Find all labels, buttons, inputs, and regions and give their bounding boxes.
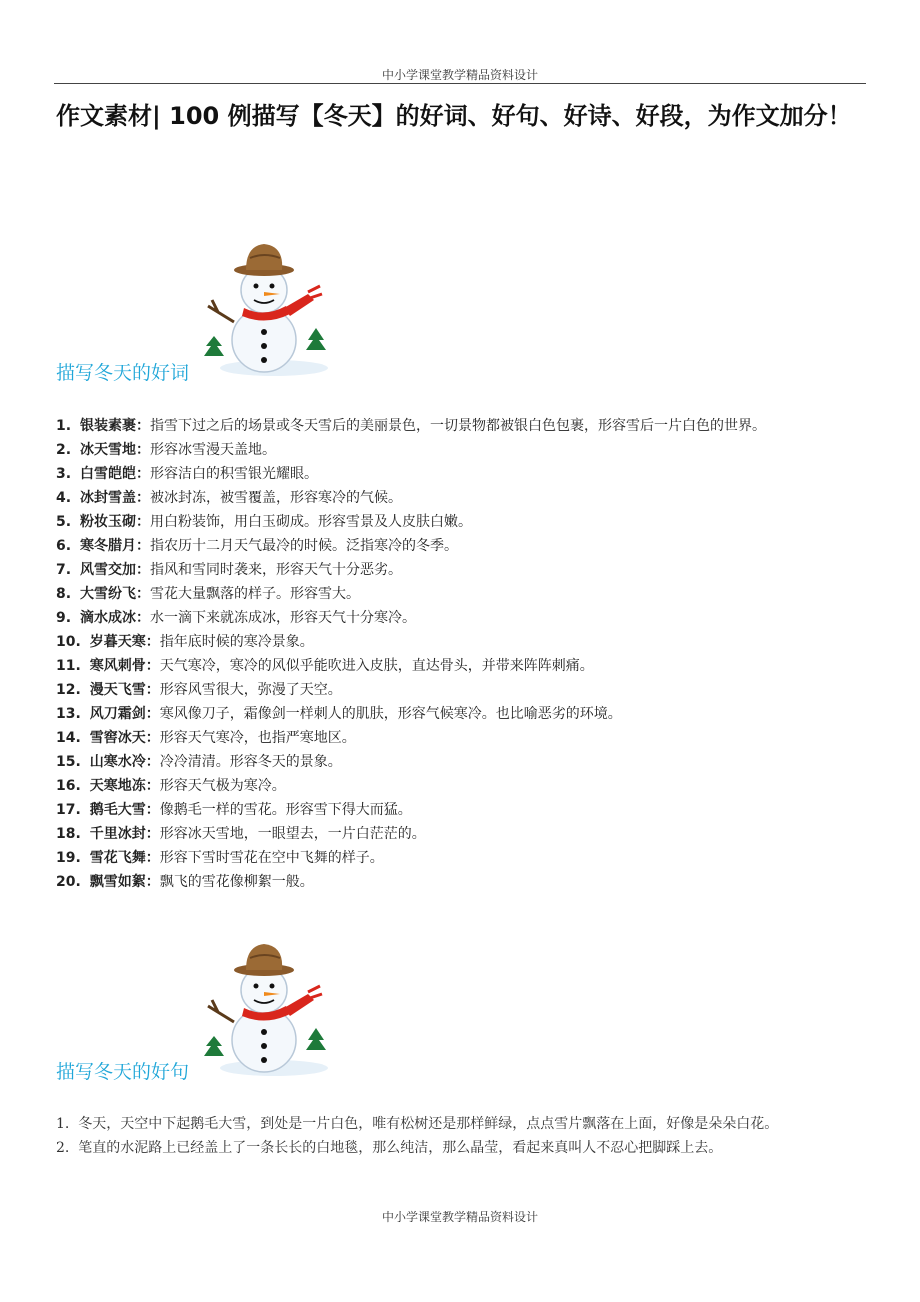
- item-number: 7.: [56, 562, 72, 578]
- item-colon: ：: [135, 442, 150, 458]
- item-number: 9.: [56, 610, 72, 626]
- item-term: 冰天雪地: [79, 442, 136, 458]
- item-description: 形容下雪时雪花在空中飞舞的样子。: [159, 850, 384, 866]
- item-colon: ：: [145, 874, 160, 890]
- item-number: 16.: [56, 778, 81, 794]
- item-number: 20.: [56, 874, 81, 890]
- item-description: 形容天气寒冷，也指严寒地区。: [159, 730, 356, 746]
- list-item: [56, 558, 868, 582]
- item-colon: ：: [145, 634, 160, 650]
- list-item: [56, 750, 868, 774]
- item-colon: ：: [145, 706, 160, 722]
- snowman-icon: [204, 936, 328, 1076]
- item-description: 天气寒冷，寒冷的风似乎能吹进入皮肤，直达骨头，并带来阵阵刺痛。: [159, 658, 594, 674]
- item-number: 19.: [56, 850, 81, 866]
- item-description: 用白粉装饰，用白玉砌成。形容雪景及人皮肤白嫩。: [149, 514, 472, 530]
- item-number: 17.: [56, 802, 81, 818]
- item-number: 14.: [56, 730, 81, 746]
- item-description: 飘飞的雪花像柳絮一般。: [159, 874, 314, 890]
- item-colon: ：: [145, 826, 160, 842]
- item-colon: ：: [135, 514, 150, 530]
- item-colon: ：: [135, 538, 150, 554]
- list-item: [56, 486, 868, 510]
- item-description: 指雪下过之后的场景或冬天雪后的美丽景色，一切景物都被银白色包裹，形容雪后一片白色的世界。: [149, 418, 766, 434]
- item-colon: ：: [135, 586, 150, 602]
- list-item: [56, 678, 868, 702]
- item-number: 12.: [56, 682, 81, 698]
- item-number: 5.: [56, 514, 72, 530]
- item-term: 寒冬腊月: [79, 538, 136, 554]
- item-number: 10.: [56, 634, 81, 650]
- snowman-icon: [204, 236, 328, 376]
- item-number: 18.: [56, 826, 81, 842]
- item-term: 漫天飞雪: [89, 682, 146, 698]
- item-number: 1.: [56, 1116, 70, 1132]
- header-divider: [54, 83, 866, 84]
- item-term: 天寒地冻: [89, 778, 146, 794]
- item-term: 滴水成冰: [79, 610, 136, 626]
- item-number: 4.: [56, 490, 72, 506]
- item-term: 鹅毛大雪: [89, 802, 146, 818]
- item-colon: ：: [135, 610, 150, 626]
- item-description: 指农历十二月天气最冷的时候。泛指寒冷的冬季。: [149, 538, 458, 554]
- list-item: [56, 414, 868, 438]
- item-term: 寒风刺骨: [89, 658, 146, 674]
- item-description: 指风和雪同时袭来，形容天气十分恶劣。: [149, 562, 402, 578]
- list-item: [56, 654, 868, 678]
- item-colon: ：: [135, 466, 150, 482]
- item-description: 像鹅毛一样的雪花。形容雪下得大而猛。: [159, 802, 412, 818]
- item-term: 雪窖冰天: [89, 730, 146, 746]
- item-description: 水一滴下来就冻成冰，形容天气十分寒冷。: [149, 610, 416, 626]
- section-heading-sentences: 描写冬天的好句: [56, 1061, 190, 1083]
- item-description: 雪花大量飘落的样子。形容雪大。: [149, 586, 360, 602]
- list-item: [56, 462, 868, 486]
- list-item: [56, 510, 868, 534]
- list-item: [56, 822, 868, 846]
- list-item: [56, 534, 868, 558]
- item-description: 被冰封冻，被雪覆盖，形容寒冷的气候。: [149, 490, 402, 506]
- good-sentences-list: [56, 1112, 868, 1160]
- item-description: 形容风雪很大，弥漫了天空。: [159, 682, 342, 698]
- page-footer: 中小学课堂教学精品资料设计: [381, 1210, 538, 1224]
- item-description: 形容冰雪漫天盖地。: [149, 442, 276, 458]
- item-number: 11.: [56, 658, 81, 674]
- item-colon: ：: [145, 778, 160, 794]
- item-number: 1.: [56, 418, 72, 434]
- sentence-text: 笔直的水泥路上已经盖上了一条长长的白地毯，那么纯洁，那么晶莹，看起来真叫人不忍心把脚踩上去。: [78, 1140, 723, 1156]
- item-number: 3.: [56, 466, 72, 482]
- list-item: [56, 1136, 868, 1160]
- good-words-list: [56, 414, 868, 894]
- item-term: 白雪皑皑: [79, 466, 136, 482]
- list-item: [56, 1112, 868, 1136]
- item-description: 形容冰天雪地，一眼望去，一片白茫茫的。: [159, 826, 426, 842]
- item-term: 大雪纷飞: [79, 586, 136, 602]
- item-description: 寒风像刀子，霜像剑一样刺人的肌肤，形容气候寒冷。也比喻恶劣的环境。: [159, 706, 622, 722]
- item-number: 13.: [56, 706, 81, 722]
- section-heading-words: 描写冬天的好词: [56, 362, 190, 384]
- item-description: 形容洁白的积雪银光耀眼。: [149, 466, 318, 482]
- item-term: 风刀霜剑: [89, 706, 146, 722]
- item-number: 8.: [56, 586, 72, 602]
- item-number: 2.: [56, 442, 72, 458]
- page-header: 中小学课堂教学精品资料设计: [381, 68, 538, 82]
- page-title: 作文素材| 100 例描写【冬天】的好词、好句、好诗、好段，为作文加分！: [56, 102, 852, 130]
- sentence-text: 冬天，天空中下起鹅毛大雪，到处是一片白色，唯有松树还是那样鲜绿，点点雪片飘落在上面，好像是朵朵白花。: [78, 1116, 779, 1132]
- item-term: 岁暮天寒: [89, 634, 146, 650]
- item-description: 指年底时候的寒冷景象。: [159, 634, 314, 650]
- item-colon: ：: [135, 418, 150, 434]
- list-item: [56, 870, 868, 894]
- item-term: 银装素裹: [79, 418, 136, 434]
- list-item: [56, 798, 868, 822]
- item-term: 粉妆玉砌: [79, 514, 136, 530]
- list-item: [56, 438, 868, 462]
- item-colon: ：: [145, 754, 160, 770]
- item-colon: ：: [145, 730, 160, 746]
- item-term: 雪花飞舞: [89, 850, 146, 866]
- item-colon: ：: [145, 682, 160, 698]
- item-term: 冰封雪盖: [79, 490, 136, 506]
- item-description: 冷冷清清。形容冬天的景象。: [159, 754, 342, 770]
- list-item: [56, 630, 868, 654]
- item-term: 风雪交加: [79, 562, 136, 578]
- item-colon: ：: [135, 490, 150, 506]
- list-item: [56, 702, 868, 726]
- item-colon: ：: [145, 802, 160, 818]
- item-term: 山寒水冷: [89, 754, 146, 770]
- item-colon: ：: [135, 562, 150, 578]
- list-item: [56, 582, 868, 606]
- list-item: [56, 606, 868, 630]
- list-item: [56, 726, 868, 750]
- item-term: 飘雪如絮: [89, 874, 146, 890]
- list-item: [56, 774, 868, 798]
- item-number: 6.: [56, 538, 72, 554]
- item-colon: ：: [145, 658, 160, 674]
- list-item: [56, 846, 868, 870]
- item-description: 形容天气极为寒冷。: [159, 778, 286, 794]
- item-number: 15.: [56, 754, 81, 770]
- item-colon: ：: [145, 850, 160, 866]
- item-term: 千里冰封: [89, 826, 146, 842]
- item-number: 2.: [56, 1140, 70, 1156]
